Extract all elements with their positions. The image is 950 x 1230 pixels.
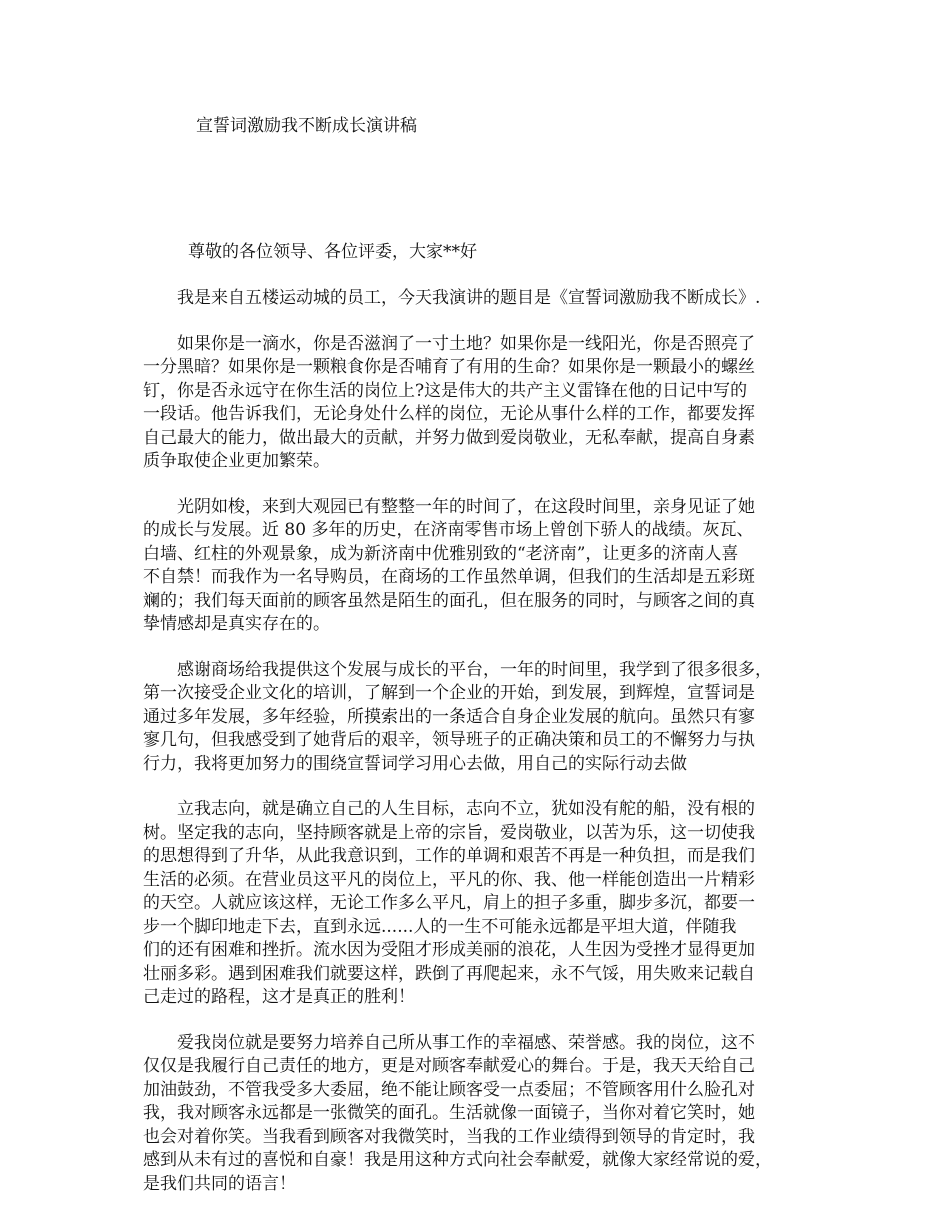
paragraph-line: 的成长与发展。近 80 多年的历史，在济南零售市场上曾创下骄人的战绩。灰瓦、 [143,520,754,540]
paragraph-line: 也会对着你笑。当我看到顾客对我微笑时，当我的工作业绩得到领导的肯定时，我 [143,1126,755,1147]
paragraph-line: 通过多年发展，多年经验，所摸索出的一条适合自身企业发展的航向。虽然只有寥 [143,706,755,727]
paragraph-line: 壮丽多彩。遇到困难我们就要这样，跌倒了再爬起来，永不气馁，用失败来记载自 [143,963,755,984]
paragraph-line: 斓的；我们每天面前的顾客虽然是陌生的面孔，但在服务的同时，与顾客之间的真 [143,590,755,611]
paragraph-line: 是我们共同的语言！ [143,1173,296,1194]
paragraph-line: 树。坚定我的志向，坚持顾客就是上帝的宗旨，爱岗敬业，以苦为乐，这一切使我 [143,822,755,843]
paragraph-line: 的天空。人就应该这样，无论工作多么平凡，肩上的担子多重，脚步多沉，都要一 [143,893,755,913]
paragraph-line: 如果你是一滴水，你是否滋润了一寸土地？如果你是一线阳光，你是否照亮了 [177,333,755,354]
body-paragraph [143,496,815,637]
paragraph-line: 一段话。他告诉我们，无论身处什么样的岗位，无论从事什么样的工作，都要发挥 [143,404,755,424]
body-paragraph [143,659,815,777]
paragraph-line: 爱我岗位就是要努力培养自己所从事工作的幸福感、荣誉感。我的岗位，这不 [177,1032,755,1053]
paragraph-line: 第一次接受企业文化的培训，了解到一个企业的开始，到发展，到辉煌，宣誓词是 [143,683,755,703]
document-title: 宣誓词激励我不断成长演讲稿 [196,116,417,136]
paragraph-line: 的思想得到了升华，从此我意识到，工作的单调和艰苦不再是一种负担，而是我们 [143,846,755,866]
body-paragraph [143,333,815,474]
paragraph-line: 生活的必须。在营业员这平凡的岗位上，平凡的你、我、他一样能创造出一片精彩 [143,869,755,890]
paragraph-line: 立我志向，就是确立自己的人生目标，志向不立，犹如没有舵的船，没有根的 [177,799,755,819]
paragraph-line: 白墙、红柱的外观景象，成为新济南中优雅别致的“老济南”，让更多的济南人喜 [143,543,739,564]
paragraph-line: 行力，我将更加努力的围绕宣誓词学习用心去做，用自己的实际行动去做 [143,753,687,774]
paragraph-line: 感谢商场给我提供这个发展与成长的平台，一年的时间里，我学到了很多很多， [177,659,772,680]
body-paragraph [143,287,815,311]
paragraph-line: 自己最大的能力，做出最大的贡献，并努力做到爱岗敬业，无私奉献，提高自身素 [143,427,755,448]
paragraph-line: 我，我对顾客永远都是一张微笑的面孔。生活就像一面镜子，当你对着它笑时，她 [143,1103,755,1123]
greeting-line: 尊敬的各位领导、各位评委，大家**好 [188,242,477,262]
document-body [143,287,815,1218]
paragraph-line: 己走过的路程，这才是真正的胜利！ [143,987,415,1007]
paragraph-line: 钉，你是否永远守在你生活的岗位上?这是伟大的共产主义雷锋在他的日记中写的 [143,380,748,401]
paragraph-line: 我是来自五楼运动城的员工，今天我演讲的题目是《宣誓词激励我不断成长》. [177,288,761,308]
paragraph-line: 步一个脚印地走下去，直到永远......人的一生不可能永远都是平坦大道，伴随我 [143,916,737,937]
body-paragraph [143,798,815,1010]
paragraph-line: 质争取使企业更加繁荣。 [143,451,330,471]
paragraph-line: 挚情感却是真实存在的。 [143,614,330,634]
body-paragraph [143,1032,815,1197]
paragraph-line: 仅仅是我履行自己责任的地方，更是对顾客奉献爱心的舞台。于是，我天天给自己 [143,1056,755,1076]
paragraph-line: 不自禁！而我作为一名导购员，在商场的工作虽然单调，但我们的生活却是五彩斑 [143,567,755,587]
paragraph-line: 光阴如梭，来到大观园已有整整一年的时间了，在这段时间里，亲身见证了她 [177,496,755,517]
paragraph-line: 一分黑暗？如果你是一颗粮食你是否哺育了有用的生命？如果你是一颗最小的螺丝 [143,357,755,377]
paragraph-line: 们的还有困难和挫折。流水因为受阻才形成美丽的浪花，人生因为受挫才显得更加 [143,940,755,960]
paragraph-line: 寥几句，但我感受到了她背后的艰辛，领导班子的正确决策和员工的不懈努力与执 [143,730,755,750]
paragraph-line: 加油鼓劲，不管我受多大委屈，绝不能让顾客受一点委屈；不管顾客用什么脸孔对 [143,1079,755,1100]
paragraph-line: 感到从未有过的喜悦和自豪！我是用这种方式向社会奉献爱，就像大家经常说的爱， [143,1150,772,1170]
